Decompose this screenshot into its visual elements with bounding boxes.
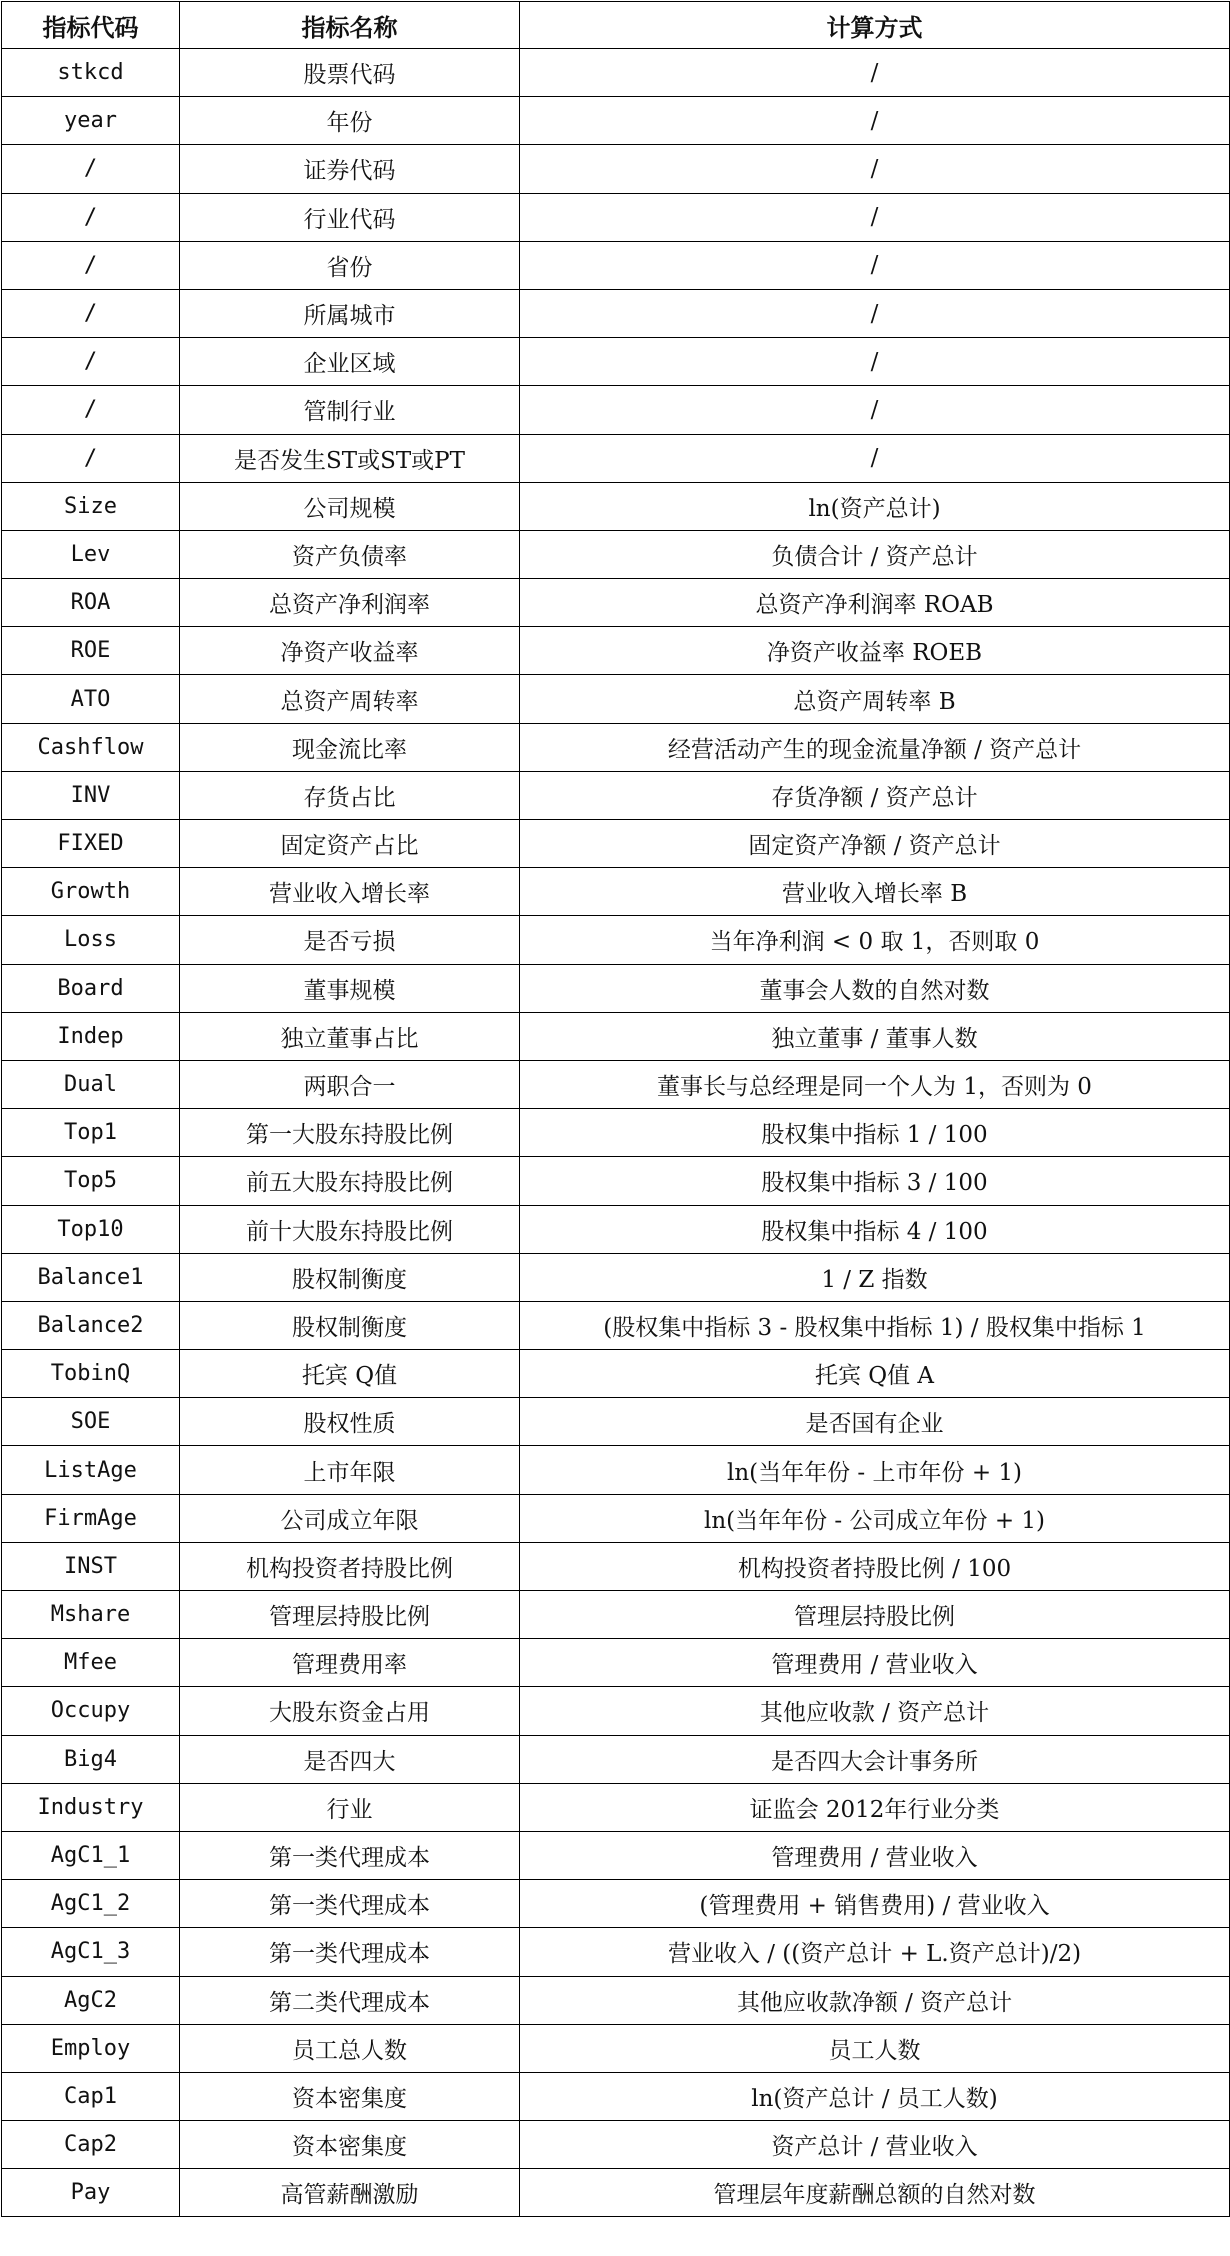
calculation-method-cell: ln(资产总计) [520,482,1230,530]
indicator-name-cell: 总资产周转率 [180,675,520,723]
indicator-code-cell: Indep [2,1012,180,1060]
indicator-code-cell: Balance2 [2,1301,180,1349]
indicator-code-cell: Dual [2,1060,180,1108]
calculation-method-cell: / [520,289,1230,337]
indicator-code-cell: stkcd [2,49,180,97]
calculation-method-cell: 员工人数 [520,2024,1230,2072]
calculation-method-cell: / [520,386,1230,434]
indicator-code-cell: Industry [2,1783,180,1831]
indicator-name-cell: 公司规模 [180,482,520,530]
calculation-method-cell: 管理费用 / 营业收入 [520,1831,1230,1879]
indicator-name-cell: 管制行业 [180,386,520,434]
indicator-name-cell: 年份 [180,97,520,145]
indicator-code-cell: / [2,193,180,241]
indicator-name-cell: 是否亏损 [180,916,520,964]
indicator-name-cell: 现金流比率 [180,723,520,771]
calculation-method-cell: / [520,97,1230,145]
indicator-code-cell: Board [2,964,180,1012]
table-row [2,97,1230,145]
indicator-name-cell: 第一类代理成本 [180,1880,520,1928]
indicator-name-cell: 总资产净利润率 [180,579,520,627]
calculation-method-cell: 营业收入 / ((资产总计 + L.资产总计)/2) [520,1928,1230,1976]
indicator-name-cell: 省份 [180,241,520,289]
indicator-code-cell: INST [2,1542,180,1590]
table-body [2,49,1230,2217]
indicator-name-cell: 第一类代理成本 [180,1928,520,1976]
indicator-code-cell: INV [2,771,180,819]
indicator-code-cell: / [2,386,180,434]
indicator-name-cell: 股票代码 [180,49,520,97]
table-row [2,2121,1230,2169]
calculation-method-cell: 营业收入增长率 B [520,868,1230,916]
calculation-method-cell: 管理层年度薪酬总额的自然对数 [520,2169,1230,2217]
indicator-code-cell: Growth [2,868,180,916]
indicator-table [1,1,1230,2217]
table-row [2,579,1230,627]
calculation-method-cell: ln(资产总计 / 员工人数) [520,2072,1230,2120]
indicator-code-cell: / [2,145,180,193]
calculation-method-cell: 当年净利润 < 0 取 1，否则取 0 [520,916,1230,964]
table-row [2,1205,1230,1253]
indicator-code-cell: / [2,338,180,386]
indicator-name-cell: 营业收入增长率 [180,868,520,916]
indicator-code-cell: year [2,97,180,145]
calculation-method-cell: 资产总计 / 营业收入 [520,2121,1230,2169]
table-row [2,723,1230,771]
indicator-name-cell: 管理层持股比例 [180,1591,520,1639]
calculation-method-cell: / [520,241,1230,289]
indicator-name-cell: 第一大股东持股比例 [180,1109,520,1157]
indicator-code-cell: Balance1 [2,1253,180,1301]
indicator-code-cell: SOE [2,1398,180,1446]
indicator-name-cell: 资本密集度 [180,2072,520,2120]
calculation-method-cell: 经营活动产生的现金流量净额 / 资产总计 [520,723,1230,771]
indicator-code-cell: Employ [2,2024,180,2072]
indicator-code-cell: Top1 [2,1109,180,1157]
indicator-code-cell: Mshare [2,1591,180,1639]
table-row [2,2169,1230,2217]
indicator-code-cell: AgC2 [2,1976,180,2024]
indicator-code-cell: Top10 [2,1205,180,1253]
indicator-name-cell: 企业区域 [180,338,520,386]
calculation-method-cell: 总资产周转率 B [520,675,1230,723]
indicator-name-cell: 董事规模 [180,964,520,1012]
table-row [2,530,1230,578]
indicator-name-cell: 机构投资者持股比例 [180,1542,520,1590]
indicator-name-cell: 大股东资金占用 [180,1687,520,1735]
indicator-code-cell: Mfee [2,1639,180,1687]
indicator-name-cell: 第一类代理成本 [180,1831,520,1879]
calculation-method-cell: 托宾 Q值 A [520,1350,1230,1398]
indicator-code-cell: / [2,241,180,289]
calculation-method-cell: 管理层持股比例 [520,1591,1230,1639]
calculation-method-cell: 总资产净利润率 ROAB [520,579,1230,627]
table-row [2,820,1230,868]
indicator-name-cell: 托宾 Q值 [180,1350,520,1398]
indicator-code-cell: TobinQ [2,1350,180,1398]
indicator-name-cell: 股权制衡度 [180,1253,520,1301]
table-row [2,49,1230,97]
indicator-name-cell: 净资产收益率 [180,627,520,675]
table-row [2,1494,1230,1542]
calculation-method-cell: ln(当年年份 - 公司成立年份 + 1) [520,1494,1230,1542]
calculation-method-cell: 董事会人数的自然对数 [520,964,1230,1012]
table-row [2,868,1230,916]
calculation-method-cell: / [520,145,1230,193]
header-indicator-name: 指标名称 [180,2,520,49]
indicator-name-cell: 股权制衡度 [180,1301,520,1349]
calculation-method-cell: 证监会 2012年行业分类 [520,1783,1230,1831]
calculation-method-cell: (股权集中指标 3 - 股权集中指标 1) / 股权集中指标 1 [520,1301,1230,1349]
table-row [2,1831,1230,1879]
table-row [2,241,1230,289]
calculation-method-cell: 董事长与总经理是同一个人为 1，否则为 0 [520,1060,1230,1108]
calculation-method-cell: 是否国有企业 [520,1398,1230,1446]
table-row [2,1350,1230,1398]
indicator-code-cell: ListAge [2,1446,180,1494]
indicator-name-cell: 两职合一 [180,1060,520,1108]
indicator-code-cell: ATO [2,675,180,723]
table-row [2,964,1230,1012]
table-row [2,1012,1230,1060]
table-row [2,1735,1230,1783]
table-row [2,1880,1230,1928]
table-row [2,1157,1230,1205]
indicator-name-cell: 独立董事占比 [180,1012,520,1060]
indicator-code-cell: FIXED [2,820,180,868]
table-row [2,386,1230,434]
table-row [2,434,1230,482]
indicator-name-cell: 上市年限 [180,1446,520,1494]
indicator-name-cell: 股权性质 [180,1398,520,1446]
indicator-code-cell: Size [2,482,180,530]
table-row [2,1446,1230,1494]
indicator-code-cell: Cap2 [2,2121,180,2169]
indicator-code-cell: Cap1 [2,2072,180,2120]
table-row [2,675,1230,723]
calculation-method-cell: 负债合计 / 资产总计 [520,530,1230,578]
indicator-code-cell: Top5 [2,1157,180,1205]
calculation-method-cell: (管理费用 + 销售费用) / 营业收入 [520,1880,1230,1928]
indicator-code-cell: AgC1_1 [2,1831,180,1879]
header-indicator-code: 指标代码 [2,2,180,49]
indicator-code-cell: Big4 [2,1735,180,1783]
table-row [2,193,1230,241]
header-row [2,2,1230,49]
indicator-code-cell: Loss [2,916,180,964]
indicator-name-cell: 前十大股东持股比例 [180,1205,520,1253]
indicator-code-cell: Cashflow [2,723,180,771]
table-row [2,1783,1230,1831]
table-row [2,627,1230,675]
table-row [2,771,1230,819]
indicator-name-cell: 员工总人数 [180,2024,520,2072]
indicator-name-cell: 管理费用率 [180,1639,520,1687]
calculation-method-cell: 股权集中指标 3 / 100 [520,1157,1230,1205]
indicator-code-cell: / [2,434,180,482]
table-row [2,1253,1230,1301]
calculation-method-cell: 1 / Z 指数 [520,1253,1230,1301]
calculation-method-cell: 独立董事 / 董事人数 [520,1012,1230,1060]
indicator-code-cell: / [2,289,180,337]
indicator-code-cell: Occupy [2,1687,180,1735]
calculation-method-cell: 其他应收款净额 / 资产总计 [520,1976,1230,2024]
indicator-name-cell: 资产负债率 [180,530,520,578]
indicator-name-cell: 是否四大 [180,1735,520,1783]
indicator-name-cell: 行业代码 [180,193,520,241]
calculation-method-cell: 股权集中指标 1 / 100 [520,1109,1230,1157]
indicator-code-cell: ROA [2,579,180,627]
indicator-name-cell: 存货占比 [180,771,520,819]
calculation-method-cell: / [520,434,1230,482]
table-row [2,1542,1230,1590]
calculation-method-cell: 存货净额 / 资产总计 [520,771,1230,819]
indicator-name-cell: 前五大股东持股比例 [180,1157,520,1205]
calculation-method-cell: 管理费用 / 营业收入 [520,1639,1230,1687]
table-row [2,289,1230,337]
indicator-code-cell: Lev [2,530,180,578]
calculation-method-cell: / [520,338,1230,386]
indicator-name-cell: 高管薪酬激励 [180,2169,520,2217]
calculation-method-cell: 固定资产净额 / 资产总计 [520,820,1230,868]
header-calculation-method: 计算方式 [520,2,1230,49]
indicator-name-cell: 公司成立年限 [180,1494,520,1542]
table-row [2,338,1230,386]
indicator-name-cell: 第二类代理成本 [180,1976,520,2024]
table-row [2,1398,1230,1446]
indicator-code-cell: Pay [2,2169,180,2217]
calculation-method-cell: / [520,49,1230,97]
table-row [2,2072,1230,2120]
table-row [2,145,1230,193]
table-row [2,1301,1230,1349]
calculation-method-cell: ln(当年年份 - 上市年份 + 1) [520,1446,1230,1494]
indicator-code-cell: ROE [2,627,180,675]
table-row [2,1976,1230,2024]
calculation-method-cell: 机构投资者持股比例 / 100 [520,1542,1230,1590]
table-row [2,1109,1230,1157]
table-row [2,1687,1230,1735]
table-row [2,916,1230,964]
calculation-method-cell: 其他应收款 / 资产总计 [520,1687,1230,1735]
indicator-name-cell: 所属城市 [180,289,520,337]
calculation-method-cell: 是否四大会计事务所 [520,1735,1230,1783]
table-row [2,2024,1230,2072]
calculation-method-cell: / [520,193,1230,241]
indicator-code-cell: AgC1_3 [2,1928,180,1976]
calculation-method-cell: 净资产收益率 ROEB [520,627,1230,675]
table-row [2,1639,1230,1687]
table-row [2,1060,1230,1108]
indicator-name-cell: 行业 [180,1783,520,1831]
indicator-code-cell: FirmAge [2,1494,180,1542]
calculation-method-cell: 股权集中指标 4 / 100 [520,1205,1230,1253]
indicator-code-cell: AgC1_2 [2,1880,180,1928]
indicator-name-cell: 证券代码 [180,145,520,193]
indicator-name-cell: 固定资产占比 [180,820,520,868]
table-row [2,482,1230,530]
table-row [2,1928,1230,1976]
indicator-name-cell: 资本密集度 [180,2121,520,2169]
table-row [2,1591,1230,1639]
indicator-name-cell: 是否发生ST或ST或PT [180,434,520,482]
